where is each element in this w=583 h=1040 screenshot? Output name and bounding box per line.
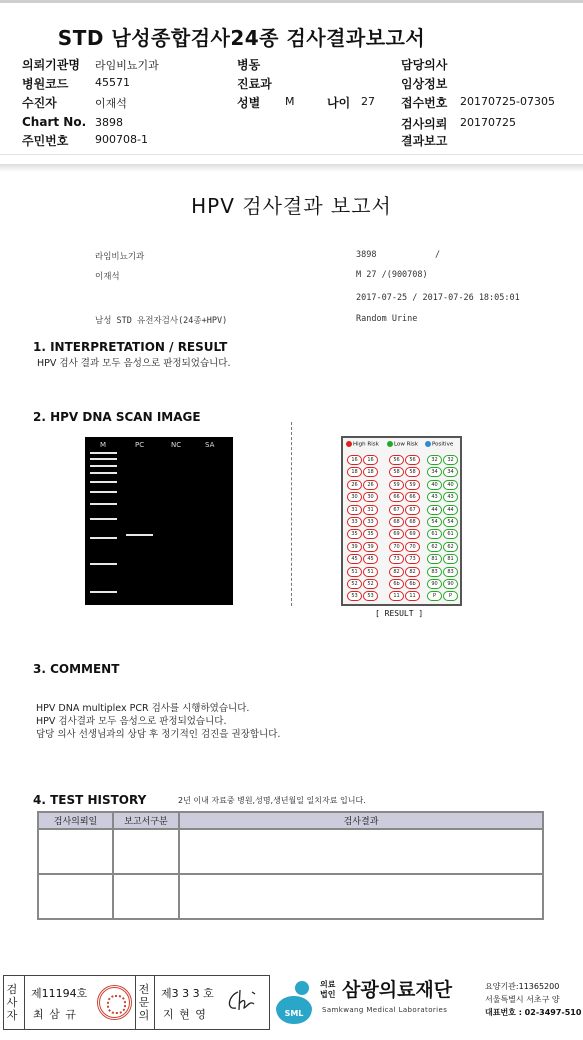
scan-cell: 61 [443, 529, 458, 539]
value-request-date: 20170725 [460, 116, 516, 129]
scan-cell: 73 [405, 554, 420, 564]
history-note: 2년 이내 자료중 병원,성명,생년월일 일치자료 입니다. [178, 796, 366, 805]
scan-cell: 82 [389, 567, 404, 577]
scan-cell: 33 [363, 517, 378, 527]
scan-cell: 52 [347, 579, 362, 589]
scan-cell: 31 [347, 505, 362, 515]
scan-cell: 58 [389, 467, 404, 477]
scan-cell: 43 [427, 492, 442, 502]
scan-cell: 69 [405, 529, 420, 539]
scan-cell: 54 [427, 517, 442, 527]
marker-band [90, 452, 117, 454]
label-doctor: 담당의사 [401, 58, 448, 72]
scan-cell: 54 [443, 517, 458, 527]
scan-cell: 56 [405, 455, 420, 465]
specialist-label: 전문의 [138, 983, 150, 1022]
label-clinical-info: 임상정보 [401, 77, 448, 91]
test-history-table [37, 811, 544, 920]
scan-cell: 44 [443, 505, 458, 515]
section-history-title: 4. TEST HISTORY [33, 793, 147, 807]
comment-line: 담당 의사 선생님과의 상담 후 정기적인 검진을 권장합니다. [36, 729, 281, 740]
result-caption: [ RESULT ] [375, 609, 424, 618]
scan-cell: 39 [347, 542, 362, 552]
report-title: STD 남성종합검사24종 검사결과보고서 [57, 26, 426, 50]
scan-cell: 45 [363, 554, 378, 564]
scan-cell: 35 [363, 529, 378, 539]
scan-cell: 68 [389, 517, 404, 527]
scan-cell: 18 [347, 467, 362, 477]
section-comment-title: 3. COMMENT [33, 662, 120, 676]
label-department: 진료과 [237, 77, 272, 91]
hpv-chart-sep: / [435, 250, 441, 260]
org-address: 서울특별시 서초구 양 [485, 995, 560, 1004]
scan-cell: 59 [389, 480, 404, 490]
header-divider [0, 154, 583, 155]
org-code: 요양기관:11365200 [485, 982, 560, 991]
scan-cell: 34 [443, 467, 458, 477]
scan-cell: P [427, 591, 442, 601]
label-chart-no: Chart No. [22, 115, 87, 129]
examiner-label: 검사자 [6, 983, 18, 1022]
value-clinic: 라임비뇨기과 [95, 59, 159, 72]
scan-cell: 83 [443, 567, 458, 577]
scan-cell: 53 [347, 591, 362, 601]
scan-cell: 82 [405, 567, 420, 577]
image-divider [291, 422, 292, 606]
label-ward: 병동 [237, 58, 261, 72]
label-report: 결과보고 [401, 134, 448, 148]
scan-cell: 70 [405, 542, 420, 552]
scan-cell: 67 [405, 505, 420, 515]
table-header-row [38, 812, 543, 829]
marker-band [90, 518, 117, 520]
value-age: 27 [361, 95, 375, 108]
label-age: 나이 [327, 96, 351, 110]
legend-low-risk: Low Risk [387, 441, 418, 448]
hpv-specimen: Random Urine [356, 314, 418, 324]
sml-logo-icon [272, 978, 316, 1026]
signature-box [3, 975, 270, 1030]
scan-cell: 33 [347, 517, 362, 527]
legend-high-risk: High Risk [346, 441, 379, 448]
label-hospital-code: 병원코드 [22, 77, 69, 91]
low-risk-dot-icon [387, 441, 393, 447]
scan-cell: 73 [389, 554, 404, 564]
marker-band [90, 591, 117, 593]
page-top-border [0, 0, 583, 3]
org-phone: 대표번호 : 02-3497-510 [485, 1008, 582, 1017]
hpv-dates: 2017-07-25 / 2017-07-26 18:05:01 [356, 293, 520, 303]
value-chart-no: 3898 [95, 116, 123, 129]
scan-cell: 40 [427, 480, 442, 490]
scan-cell: 59 [405, 480, 420, 490]
section-interpretation-title: 1. INTERPRETATION / RESULT [33, 340, 228, 354]
comment-line: HPV 검사결과 모두 음성으로 판정되었습니다. [36, 716, 227, 727]
scan-cell: 83 [427, 567, 442, 577]
scan-cell: 56 [389, 455, 404, 465]
gel-lane-m: M [100, 441, 107, 449]
scan-cell: 66 [389, 492, 404, 502]
value-patient: 이재석 [95, 97, 127, 110]
marker-band [90, 491, 117, 493]
scan-cell: 58 [405, 467, 420, 477]
gel-lane-nc: NC [171, 441, 182, 449]
hpv-chart: 3898 [356, 250, 377, 260]
hpv-test-name: 남성 STD 유전자검사(24종+HPV) [95, 316, 228, 326]
scan-cell: 52 [363, 579, 378, 589]
scan-cell: 40 [443, 480, 458, 490]
scan-cell: 43 [443, 492, 458, 502]
page-break-shadow [0, 164, 583, 172]
scan-cell: 68 [405, 517, 420, 527]
brand-name: 삼광의료재단 [342, 979, 453, 1001]
hpv-patient: 이재석 [95, 272, 120, 282]
scan-cell: 90 [427, 579, 442, 589]
label-request-date: 검사의뢰 [401, 117, 448, 131]
high-risk-dot-icon [346, 441, 352, 447]
divider [135, 976, 136, 1029]
comment-line: HPV DNA multiplex PCR 검사를 시행하였습니다. [36, 703, 250, 714]
scan-cell: 11 [405, 591, 420, 601]
value-receipt-no: 20170725-07305 [460, 95, 555, 108]
logo-text: SML [284, 1009, 304, 1018]
marker-band [90, 472, 117, 474]
scan-cell: 61 [427, 529, 442, 539]
gel-lane-pc: PC [135, 441, 145, 449]
scan-cell: 26 [363, 480, 378, 490]
scan-cell: 6b [389, 579, 404, 589]
marker-band [90, 503, 117, 505]
marker-band [90, 481, 117, 483]
scan-cell: 90 [443, 579, 458, 589]
scan-cell: 6b [405, 579, 420, 589]
section-scan-image-title: 2. HPV DNA SCAN IMAGE [33, 410, 201, 424]
scan-cell: 81 [427, 554, 442, 564]
marker-band [90, 465, 117, 467]
scan-cell: 44 [427, 505, 442, 515]
scan-cell: 16 [363, 455, 378, 465]
scan-cell: 53 [363, 591, 378, 601]
scan-cell: 62 [443, 542, 458, 552]
marker-band [90, 537, 117, 539]
specialist-name: 지 현 영 [163, 1008, 207, 1021]
value-sex: M [285, 95, 295, 108]
table-row [38, 829, 543, 874]
scan-cell: 26 [347, 480, 362, 490]
table-row [38, 874, 543, 919]
scan-cell: 32 [443, 455, 458, 465]
marker-band [90, 458, 117, 460]
col-request-date: 검사의뢰일 [38, 812, 113, 829]
divider [24, 976, 25, 1029]
label-sex: 성별 [237, 96, 261, 110]
col-report-type: 보고서구분 [113, 812, 179, 829]
scan-cell: P [443, 591, 458, 601]
legend-positive: Positive [425, 441, 453, 448]
scan-cell: 45 [347, 554, 362, 564]
scan-cell: 11 [389, 591, 404, 601]
positive-dot-icon [425, 441, 431, 447]
hpv-report-title: HPV 검사결과 보고서 [191, 194, 392, 218]
specialist-license: 제3 3 3 호 [161, 987, 214, 1000]
scan-cell: 30 [347, 492, 362, 502]
scan-cell: 32 [427, 455, 442, 465]
gel-electrophoresis-image [85, 437, 233, 605]
scan-cell: 35 [347, 529, 362, 539]
hpv-scan-result-panel [341, 436, 462, 606]
scan-cell: 51 [363, 567, 378, 577]
marker-band [90, 563, 117, 565]
value-resident-no: 900708-1 [95, 133, 148, 146]
scan-cell: 18 [363, 467, 378, 477]
scan-cell: 30 [363, 492, 378, 502]
examiner-name: 최 삼 규 [33, 1008, 77, 1021]
scan-cell: 70 [389, 542, 404, 552]
scan-cell: 16 [347, 455, 362, 465]
seal-stamp-icon [97, 985, 132, 1020]
col-result: 검사결과 [179, 812, 543, 829]
brand-corp-label: 의료 법인 [320, 980, 336, 999]
hpv-clinic: 라임비뇨기과 [95, 252, 145, 262]
examiner-license: 제11194호 [31, 987, 88, 1000]
value-hospital-code: 45571 [95, 76, 130, 89]
scan-cell: 51 [347, 567, 362, 577]
scan-cell: 66 [405, 492, 420, 502]
interpretation-text: HPV 검사 결과 모두 음성으로 판정되었습니다. [37, 358, 231, 369]
scan-cell: 81 [443, 554, 458, 564]
divider [154, 976, 155, 1029]
signature-icon [224, 986, 260, 1016]
label-patient: 수진자 [22, 96, 57, 110]
label-receipt-no: 접수번호 [401, 96, 448, 110]
scan-cell: 69 [389, 529, 404, 539]
scan-cell: 34 [427, 467, 442, 477]
hpv-sex-age: M 27 /(900708) [356, 270, 428, 280]
gel-lane-sa: SA [205, 441, 215, 449]
scan-cell: 39 [363, 542, 378, 552]
label-resident-no: 주민번호 [22, 134, 69, 148]
scan-cell: 62 [427, 542, 442, 552]
scan-cell: 67 [389, 505, 404, 515]
pc-band [126, 534, 153, 536]
brand-english: Samkwang Medical Laboratories [322, 1006, 448, 1014]
scan-cell: 31 [363, 505, 378, 515]
label-clinic: 의뢰기관명 [22, 58, 80, 72]
